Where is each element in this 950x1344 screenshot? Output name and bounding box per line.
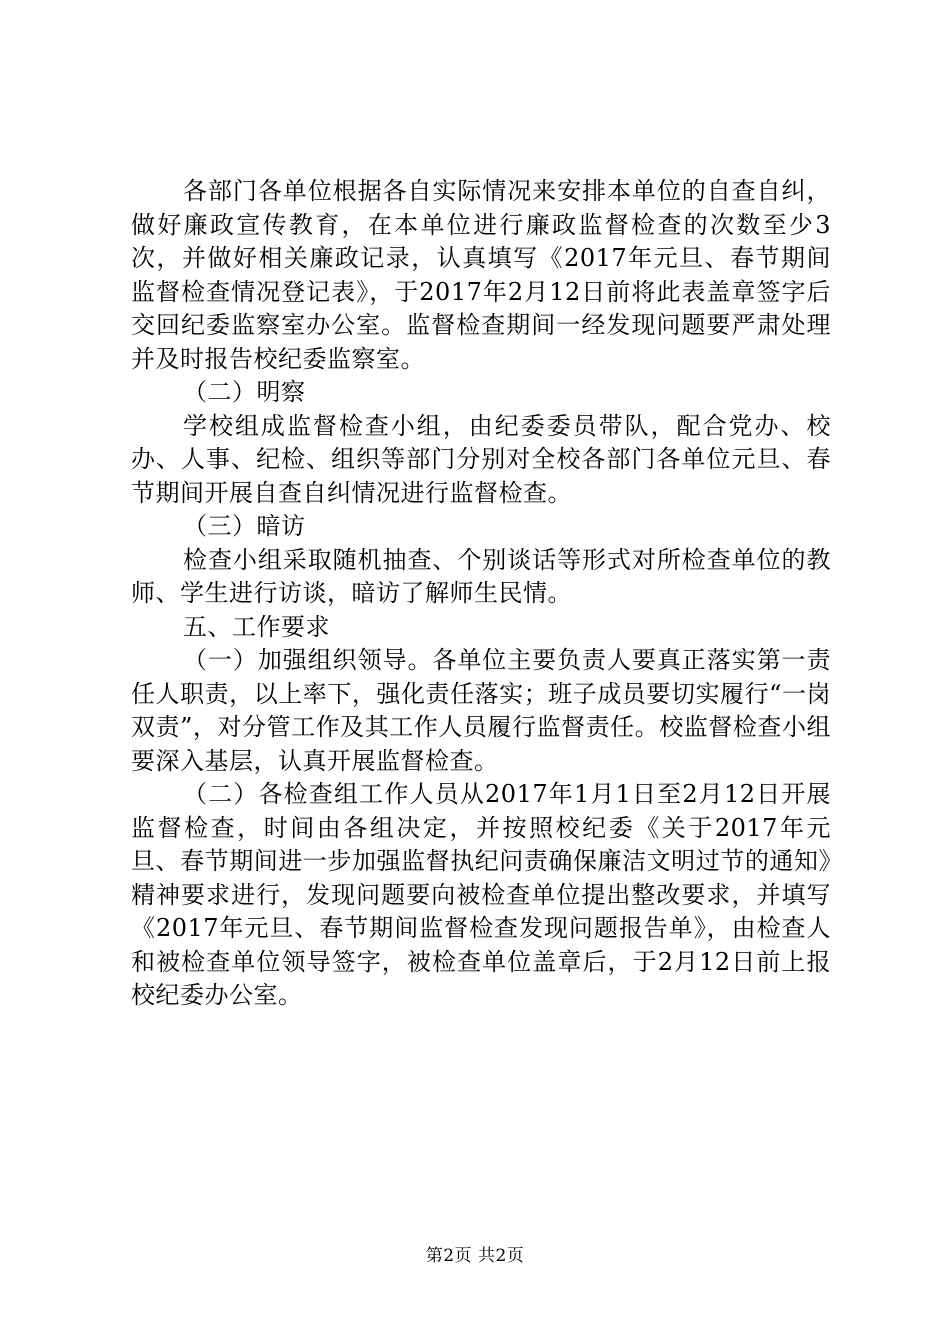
document-body	[131, 175, 831, 1013]
paragraph-requirement-1: （一）加强组织领导。各单位主要负责人要真正落实第一责任人职责，以上率下，强化责任落实；班子成员要切实履行“一岗双责”，对分管工作及其工作人员履行监督责任。校监督检查小组要深入基层，认真开展监督检查。	[131, 646, 831, 775]
heading-open-inspection: （二）明察	[183, 378, 306, 406]
paragraph-secret-visit: 检查小组采取随机抽查、个别谈话等形式对所检查单位的教师、学生进行访谈，暗访了解师生民情。	[131, 545, 831, 607]
page-footer	[0, 1241, 950, 1266]
paragraph-open-inspection: 学校组成监督检查小组，由纪委委员带队，配合党办、校办、人事、纪检、组织等部门分别对全校各部门各单位元旦、春节期间开展自查自纠情况进行监督检查。	[131, 411, 831, 507]
paragraph-self-inspection: 各部门各单位根据各自实际情况来安排本单位的自查自纠，做好廉政宣传教育，在本单位进行廉政监督检查的次数至少3次，并做好相关廉政记录，认真填写《2017年元旦、春节期间监督检查情况登记表》，于2017年2月12日前将此表盖章签字后交回纪委监察室办公室。监督检查期间一经发现问题要严肃处理并及时报告校纪委监察室。	[131, 177, 831, 373]
page-number-label: 第2页 共2页	[425, 1246, 525, 1266]
heading-work-requirements: 五、工作要求	[183, 612, 330, 641]
heading-secret-visit: （三）暗访	[183, 512, 306, 540]
paragraph-requirement-2: （二）各检查组工作人员从2017年1月1日至2月12日开展监督检查，时间由各组决定，并按照校纪委《关于2017年元旦、春节期间进一步加强监督执纪问责确保廉洁文明过节的通知》精神要求进行，发现问题要向被检查单位提出整改要求，并填写《2017年元旦、春节期间监督检查发现问题报告单》，由检查人和被检查单位领导签字，被检查单位盖章后，于2月12日前上报校纪委办公室。	[131, 780, 831, 1009]
